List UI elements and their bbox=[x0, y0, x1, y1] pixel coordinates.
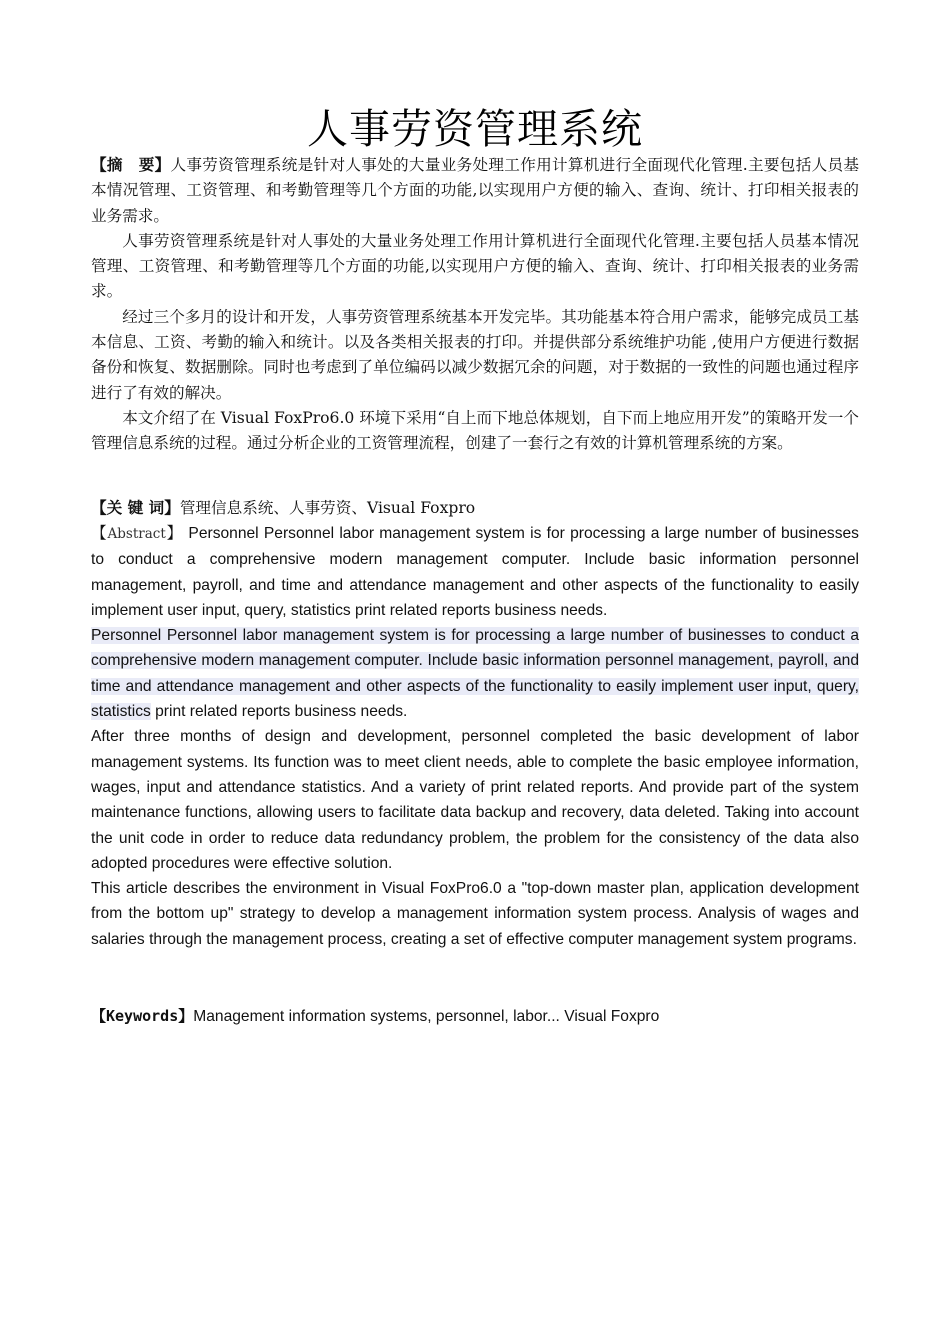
page-title: 人事劳资管理系统 bbox=[307, 105, 643, 153]
en-abstract-paragraph-2 bbox=[91, 623, 859, 724]
zh-abstract-paragraph-3: 经过三个多月的设计和开发，人事劳资管理系统基本开发完毕。其功能基本符合用户需求，能够完成员工基本信息、工资、考勤的输入和统计。以及各类相关报表的打印。并提供部分系统维护功能 ,使用户方便进行数据备份和恢复、数据删除。同时也考虑到了单位编码以减少数据冗余的问题，对于数据的一致性的问题也通过程序进行了有效的解决。 bbox=[91, 307, 859, 402]
zh-abstract-paragraph-4: 本文介绍了在 Visual FoxPro6.0 环境下采用“自上而下地总体规划，自下而上地应用开发”的策略开发一个管理信息系统的过程。通过分析企业的工资管理流程，创建了一套行之有效的计算机管理系统的方案。 bbox=[91, 408, 859, 453]
en-abstract-section bbox=[91, 521, 859, 952]
en-keywords-line bbox=[91, 1004, 859, 1029]
en-keywords-text: Management information systems, personnel, labor... Visual Foxpro bbox=[193, 1008, 660, 1025]
en-abstract-text: Personnel Personnel labor management system is for processing a large number of businesses to conduct a comprehensive modern management computer. Include basic information personnel management, payroll, and time and attendance management and other aspects of the functionality to easily implement user input, query, statistics print related reports business needs. bbox=[91, 525, 859, 619]
zh-keywords-label: 【关 键 词】 bbox=[91, 499, 180, 517]
zh-abstract-section bbox=[91, 153, 859, 457]
en-abstract-label: Abstract bbox=[107, 526, 166, 542]
zh-keywords-text: 管理信息系统、人事劳资、Visual Foxpro bbox=[179, 499, 476, 517]
zh-keywords-section bbox=[91, 496, 859, 521]
zh-abstract-paragraph-2: 人事劳资管理系统是针对人事处的大量业务处理工作用计算机进行全面现代化管理.主要包括人员基本情况管理、工资管理、和考勤管理等几个方面的功能,以实现用户方便的输入、查询、统计、打印相关报表的业务需求。 bbox=[91, 231, 859, 301]
zh-abstract-label: 【摘 要】 bbox=[91, 156, 171, 174]
en-abstract-paragraph-2-rest: print related reports business needs. bbox=[150, 703, 408, 721]
en-abstract-paragraph bbox=[91, 521, 859, 623]
zh-keywords-line bbox=[91, 496, 859, 521]
zh-abstract-paragraph bbox=[91, 153, 859, 229]
en-keywords-section bbox=[91, 1004, 859, 1029]
en-abstract-bracket-close: 】 bbox=[165, 525, 184, 542]
zh-abstract-text: 人事劳资管理系统是针对人事处的大量业务处理工作用计算机进行全面现代化管理.主要包括人员基本情况管理、工资管理、和考勤管理等几个方面的功能,以实现用户方便的输入、查询、统计、打印相关报表的业务需求。 bbox=[91, 156, 859, 225]
en-abstract-bracket-open: 【 bbox=[91, 525, 108, 542]
en-keywords-label: 【Keywords】 bbox=[91, 1007, 194, 1025]
en-abstract-paragraph-4: This article describes the environment in Visual FoxPro6.0 a "top-down master plan, application development from the bottom up" strategy to develop a management information system process. Analysis of wages and salaries through the management process, creating a set of effective computer management system programs. bbox=[91, 880, 859, 948]
en-abstract-paragraph-3: After three months of design and development, personnel completed the basic development of labor management systems. Its function was to meet client needs, able to complete the basic employee information, wages, input and attendance statistics. And a variety of print related reports. And provide part of the system maintenance functions, allowing users to facilitate data backup and recovery, data deleted. Taking into account the unit code in order to reduce data redundancy problem, the problem for the consistency of the data also adopted procedures were effective solution. bbox=[91, 728, 859, 872]
en-highlighted-text: Personnel Personnel labor management system is for processing a large number of businesses to conduct a comprehensive modern management computer. Include basic information personnel management, payroll, and time and attendance management and other aspects of the functionality to easily implement user input, query, statistics bbox=[91, 627, 859, 721]
